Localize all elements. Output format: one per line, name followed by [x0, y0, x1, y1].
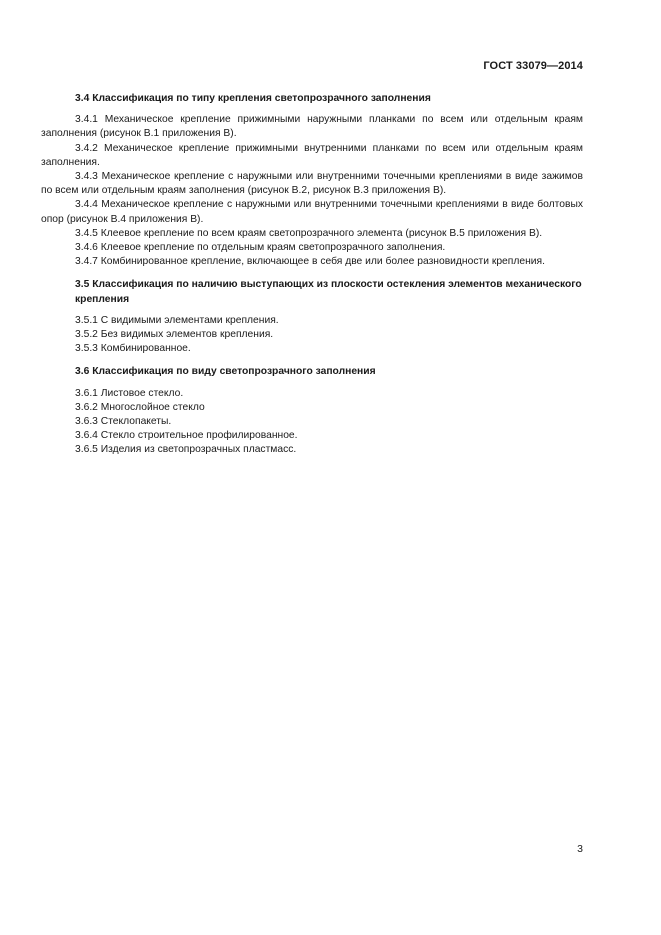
page-number: 3 [577, 843, 583, 855]
paragraph-3-5-1: 3.5.1 С видимыми элементами крепления. [75, 314, 279, 326]
section-heading-3-4 [75, 92, 583, 106]
paragraph-3-6-5: 3.6.5 Изделия из светопрозрачных пластмасс. [75, 444, 297, 456]
paragraph-3-5-2: 3.5.2 Без видимых элементов крепления. [75, 329, 274, 341]
section-number: 3.5 [75, 279, 90, 291]
paragraph-3-5-3: 3.5.3 Комбинированное. [75, 343, 191, 355]
section-number: 3.4 [75, 93, 90, 104]
paragraph-3-6-1: 3.6.1 Листовое стекло. [75, 387, 184, 399]
paragraph-3-6-4: 3.6.4 Стекло строительное профилированное. [75, 430, 298, 442]
section-heading-3-5 [75, 278, 583, 306]
paragraph-3-4-4: 3.4.4 Механическое крепление с наружными или внутренними точечными креплениями в виде болтовых опор (рисунок В.4 приложения В). [41, 199, 583, 225]
paragraph-3-4-7: 3.4.7 Комбинированное крепление, включающее в себя две или более разновидности крепления. [75, 256, 545, 268]
paragraph-3-6-3: 3.6.3 Стеклопакеты. [75, 416, 172, 428]
paragraph-3-4-2: 3.4.2 Механическое крепление прижимными внутренними планками по всем или отдельным краям заполнения. [41, 142, 583, 168]
section-heading-3-6 [75, 365, 583, 379]
paragraph-3-4-5: 3.4.5 Клеевое крепление по всем краям светопрозрачного элемента (рисунок В.5 приложения В). [75, 227, 543, 239]
paragraph-3-6-2: 3.6.2 Многослойное стекло [75, 401, 205, 413]
section-number: 3.6 [75, 366, 90, 378]
paragraph-3-4-6: 3.4.6 Клеевое крепление по отдельным краям светопрозрачного заполнения. [75, 242, 446, 254]
section-title: Классификация по наличию выступающих из плоскости остекления элементов механического крепления [75, 279, 582, 305]
document-body [41, 92, 583, 458]
section-title: Классификация по виду светопрозрачного заполнения [92, 366, 376, 378]
paragraph-3-4-3: 3.4.3 Механическое крепление с наружными или внутренними точечными креплениями в виде зажимов по всем или отдельным краям заполнения (рисунок В.2, рисунок В.3 приложения В). [41, 171, 583, 197]
document-code: ГОСТ 33079—2014 [483, 60, 583, 72]
paragraph-3-4-1: 3.4.1 Механическое крепление прижимными наружными планками по всем или отдельным краям заполнения (рисунок В.1 приложения В). [41, 114, 583, 140]
section-title: Классификация по типу крепления светопрозрачного заполнения [92, 93, 431, 104]
